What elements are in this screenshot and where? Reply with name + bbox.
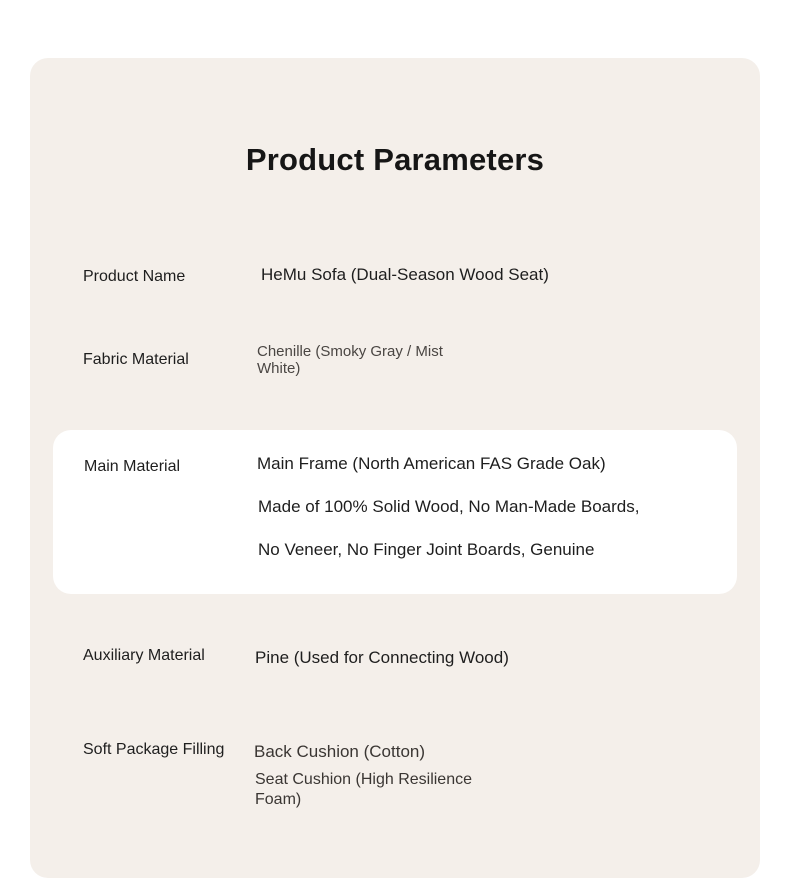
- fabric-material-label: Fabric Material: [83, 351, 189, 368]
- auxiliary-material-label: Auxiliary Material: [83, 647, 205, 664]
- soft-package-filling-value-line1: Back Cushion (Cotton): [254, 742, 426, 761]
- soft-package-filling-value-line2: Seat Cushion (High Resilience: [255, 771, 472, 788]
- product-name-value: HeMu Sofa (Dual-Season Wood Seat): [261, 265, 549, 284]
- main-material-label: Main Material: [84, 458, 181, 475]
- product-name-label: Product Name: [83, 268, 186, 285]
- auxiliary-material-value: Pine (Used for Connecting Wood): [255, 648, 509, 667]
- fabric-material-value-line2: White): [257, 360, 301, 377]
- soft-package-filling-label: Soft Package Filling: [83, 741, 225, 758]
- main-material-value-line3: No Veneer, No Finger Joint Boards, Genuine: [258, 540, 595, 559]
- fabric-material-value-line1: Chenille (Smoky Gray / Mist: [257, 343, 443, 360]
- main-material-value-line1: Main Frame (North American FAS Grade Oak): [257, 454, 606, 473]
- parameters-card: [30, 58, 760, 878]
- main-material-value-line2: Made of 100% Solid Wood, No Man-Made Boards,: [258, 497, 640, 516]
- page-title: Product Parameters: [245, 142, 545, 177]
- soft-package-filling-value-line3: Foam): [255, 791, 302, 808]
